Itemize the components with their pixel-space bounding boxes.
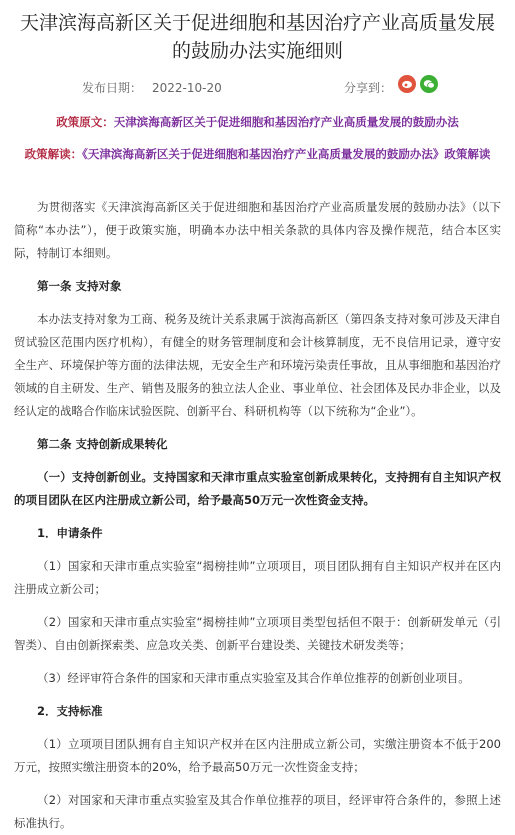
weibo-icon[interactable] (398, 75, 416, 93)
article-body (14, 196, 501, 835)
condition-3: （3）经评审符合条件的国家和天津市重点实验室及其合作单位推荐的创新创业项目。 (37, 671, 470, 685)
intro-paragraph: 为贯彻落实《天津滨海高新区关于促进细胞和基因治疗产业高质量发展的鼓励办法》（以下简称“本办法”），便于政策实施，明确本办法中相关条款的具体内容及操作规范，结合本区实际，特制订本细则。 (14, 200, 501, 260)
policy-links (14, 114, 501, 162)
policy-original-label: 政策原文： (56, 115, 114, 129)
article-1-heading: 第一条 支持对象 (37, 279, 122, 293)
publish-date-label: 发布日期： (82, 81, 143, 95)
policy-original-row (14, 114, 501, 130)
standard-2: （2）对国家和天津市重点实验室及其合作单位推荐的项目，经评审符合条件的，参照上述标准执行。 (14, 793, 501, 830)
article-2-item-1: （一）支持创新创业。支持国家和天津市重点实验室创新成果转化，支持拥有自主知识产权的项目团队在区内注册成立新公司，给予最高50万元一次性资金支持。 (14, 470, 501, 507)
article-2-heading: 第二条 支持创新成果转化 (37, 437, 168, 451)
policy-interpret-label: 政策解读： (24, 147, 83, 161)
article-1-paragraph: 本办法支持对象为工商、税务及统计关系隶属于滨海高新区（第四条支持对象可涉及天津自贸试验区范围内医疗机构），有健全的财务管理制度和会计核算制度，无不良信用记录，遵守安全生产、环境保护等方面的法律法规，无安全生产和环境污染责任事故，且从事细胞和基因治疗领域的自主研发、生产、销售及服务的独立法人企业、事业单位、社会团体及民办非企业，以及经认定的战略合作临床试验医院、创新平台、科研机构等（以下统称为“企业”）。 (14, 312, 501, 418)
policy-interpret-link[interactable]: 《天津滨海高新区关于促进细胞和基因治疗产业高质量发展的鼓励办法》政策解读 (82, 147, 491, 161)
article-meta (14, 75, 501, 99)
share-label: 分享到： (344, 81, 393, 95)
policy-original-link[interactable]: 天津滨海高新区关于促进细胞和基因治疗产业高质量发展的鼓励办法 (113, 115, 459, 129)
condition-2: （2）国家和天津市重点实验室“揭榜挂帅”立项项目类型包括但不限于：创新研发单元（引智类）、自由创新探索类、应急攻关类、创新平台建设类、关键技术研发类等； (14, 615, 501, 652)
standard-1: （1）立项项目团队拥有自主知识产权并在区内注册成立新公司，实缴注册资本不低于200万元，按照实缴注册资本的20%，给予最高50万元一次性资金支持； (14, 737, 501, 774)
publish-date (82, 79, 222, 96)
condition-1: （1）国家和天津市重点实验室“揭榜挂帅”立项项目，项目团队拥有自主知识产权并在区内注册成立新公司； (14, 559, 501, 596)
policy-interpret-row (14, 146, 501, 162)
standards-heading: 2．支持标准 (37, 704, 103, 718)
wechat-icon[interactable] (420, 75, 438, 93)
article-title: 天津滨海高新区关于促进细胞和基因治疗产业高质量发展的鼓励办法实施细则 (19, 12, 495, 62)
conditions-heading: 1．申请条件 (37, 526, 103, 540)
publish-date-value: 2022-10-20 (152, 81, 222, 95)
